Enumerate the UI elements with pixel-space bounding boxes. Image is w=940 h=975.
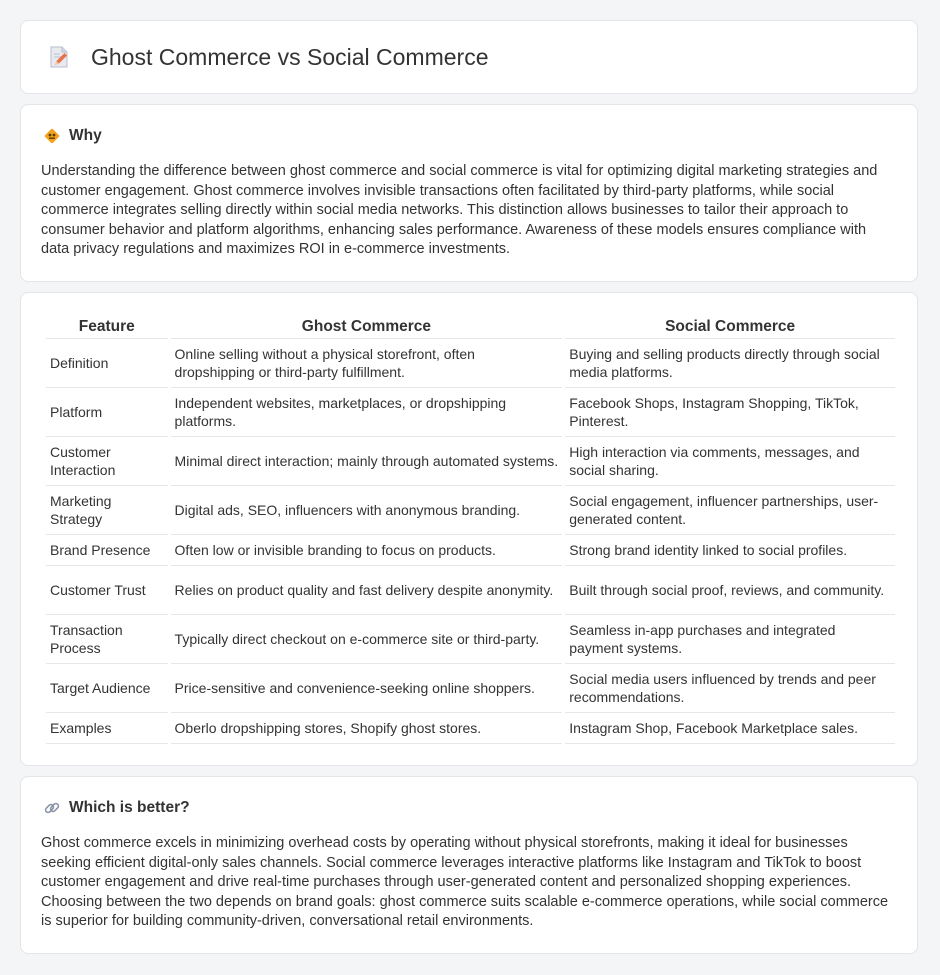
table-row [46,713,895,744]
social-cell: Buying and selling products directly through social media platforms. [565,339,895,388]
table-row [46,437,895,486]
feature-cell: Target Audience [46,664,168,713]
table-row [46,615,895,664]
social-cell: Instagram Shop, Facebook Marketplace sales. [565,713,895,744]
table-row [46,339,895,388]
table-row [46,566,895,615]
document-pencil-icon [47,45,71,69]
feature-cell: Customer Trust [46,566,168,615]
why-section [20,104,918,282]
social-cell: High interaction via comments, messages, and social sharing. [565,437,895,486]
ghost-cell: Price-sensitive and convenience-seeking online shoppers. [171,664,563,713]
social-cell: Strong brand identity linked to social profiles. [565,535,895,566]
ghost-cell: Digital ads, SEO, influencers with anonymous branding. [171,486,563,535]
feature-cell: Marketing Strategy [46,486,168,535]
comparison-table-card [20,292,918,766]
feature-cell: Customer Interaction [46,437,168,486]
why-text: Understanding the difference between ghost commerce and social commerce is vital for optimizing digital marketing strategies and customer engagement. Ghost commerce involves invisible transactions often facilitated by third-party platforms, while social commerce integrates selling directly within social media networks. This distinction allows businesses to tailor their approach to consumer behavior and platform algorithms, enhancing sales performance. Awareness of these models ensures compliance with data privacy regulations and maximizes ROI in e-commerce investments. [41,163,878,258]
social-cell: Facebook Shops, Instagram Shopping, TikTok, Pinterest. [565,388,895,437]
title-card [20,20,918,94]
social-cell: Social engagement, influencer partnerships, user-generated content. [565,486,895,535]
social-cell: Seamless in-app purchases and integrated payment systems. [565,615,895,664]
header-social-commerce: Social Commerce [565,316,895,339]
header-feature: Feature [46,316,168,339]
better-text: Ghost commerce excels in minimizing overhead costs by operating without physical storefronts, making it ideal for businesses seeking efficient digital-only sales channels. Social commerce leverages interactive platforms like Instagram and TikTok to boost customer engagement and drive real-time purchases through user-generated content and personalized shopping experiences. Choosing between the two depends on brand goals: ghost commerce suits scalable e-commerce operations, while social commerce is superior for building community-driven, conversational retail environments. [41,835,889,930]
feature-cell: Platform [46,388,168,437]
ghost-cell: Oberlo dropshipping stores, Shopify ghost stores. [171,713,563,744]
ghost-cell: Often low or invisible branding to focus on products. [171,535,563,566]
feature-cell: Brand Presence [46,535,168,566]
link-icon [43,799,61,817]
feature-cell: Definition [46,339,168,388]
table-row [46,486,895,535]
ghost-cell: Typically direct checkout on e-commerce site or third-party. [171,615,563,664]
why-heading: Why [69,127,102,144]
ghost-cell: Independent websites, marketplaces, or dropshipping platforms. [171,388,563,437]
feature-cell: Examples [46,713,168,744]
header-ghost-commerce: Ghost Commerce [171,316,563,339]
which-is-better-section [20,776,918,954]
ghost-cell: Minimal direct interaction; mainly through automated systems. [171,437,563,486]
social-cell: Social media users influenced by trends and peer recommendations. [565,664,895,713]
table-row [46,664,895,713]
feature-cell: Transaction Process [46,615,168,664]
table-row [46,388,895,437]
page-title: Ghost Commerce vs Social Commerce [91,43,489,70]
comparison-table [43,316,898,744]
social-cell: Built through social proof, reviews, and community. [565,566,895,615]
ghost-cell: Relies on product quality and fast delivery despite anonymity. [171,566,563,615]
diamond-sign-icon [43,127,61,145]
ghost-cell: Online selling without a physical storefront, often dropshipping or third-party fulfillment. [171,339,563,388]
better-heading: Which is better? [69,799,190,816]
table-row [46,535,895,566]
